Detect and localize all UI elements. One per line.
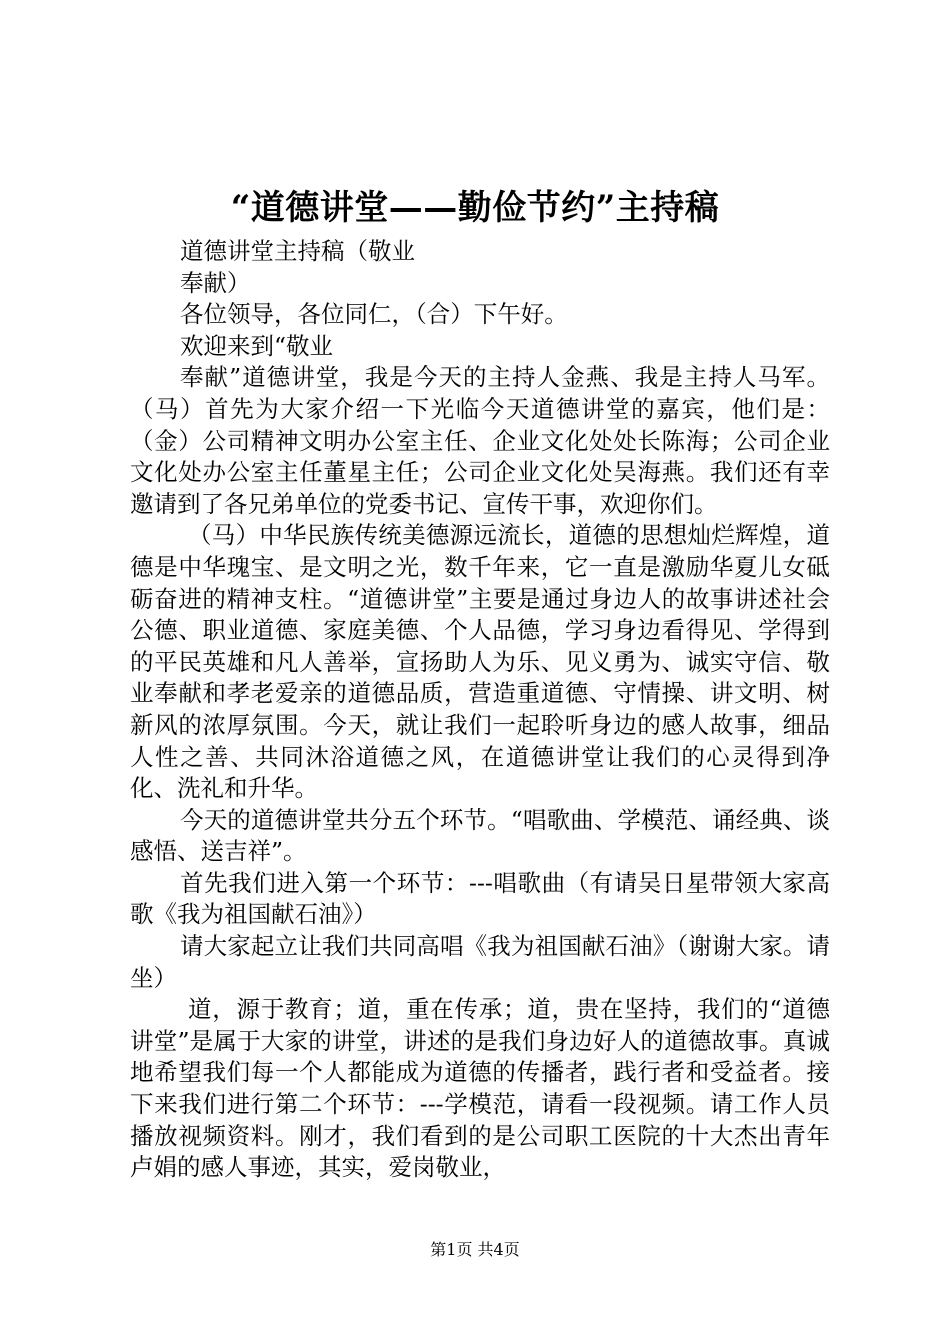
paragraph: 欢迎来到“敬业 xyxy=(180,331,334,360)
document-body xyxy=(130,236,830,1184)
paragraph: 首先我们进入第一个环节：---唱歌曲（有请吴日星带领大家高歌《我为祖国献石油》） xyxy=(130,868,830,929)
paragraph: （马）中华民族传统美德源远流长，道德的思想灿烂辉煌，道德是中华瑰宝、是文明之光，数千年来，它一直是激励华夏儿女砥砺奋进的精神支柱。“道德讲堂”主要是通过身边人的故事讲述社会公德、职业道德、家庭美德、个人品德，学习身边看得见、学得到的平民英雄和凡人善举，宣扬助人为乐、见义勇为、诚实守信、敬业奉献和孝老爱亲的道德品质，营造重道德、守情操、讲文明、树新风的浓厚氛围。今天，就让我们一起聆听身边的感人故事，细品人性之善、共同沐浴道德之风，在道德讲堂让我们的心灵得到净化、洗礼和升华。 xyxy=(130,521,830,803)
paragraph: 奉献”道德讲堂，我是今天的主持人金燕、我是主持人马军。（马）首先为大家介绍一下光临今天道德讲堂的嘉宾，他们是：（金）公司精神文明办公室主任、企业文化处处长陈海；公司企业文化处办公室主任董星主任；公司企业文化处吴海燕。我们还有幸邀请到了各兄弟单位的党委书记、宣传干事，欢迎你们。 xyxy=(130,363,830,518)
document-title: “道德讲堂——勤俭节约”主持稿 xyxy=(230,188,720,228)
paragraph: 道德讲堂主持稿（敬业 xyxy=(180,237,415,265)
paragraph: 奉献） xyxy=(180,268,251,297)
page-number-footer: 第1页 共4页 xyxy=(430,1240,520,1259)
paragraph: 请大家起立让我们共同高唱《我为祖国献石油》（谢谢大家。请坐） xyxy=(130,932,830,992)
paragraph: 今天的道德讲堂共分五个环节。“唱歌曲、学模范、诵经典、谈感悟、送吉祥”。 xyxy=(130,805,830,866)
paragraph: 道，源于教育；道，重在传承；道，贵在坚持，我们的“道德讲堂”是属于大家的讲堂，讲述的是我们身边好人的道德故事。真诚地希望我们每一个人都能成为道德的传播者，践行者和受益者。接下来我们进行第二个环节：---学模范，请看一段视频。请工作人员播放视频资料。刚才，我们看到的是公司职工医院的十大杰出青年卢娟的感人事迹，其实，爱岗敬业， xyxy=(130,995,830,1182)
paragraph: 各位领导，各位同仁，（合）下午好。 xyxy=(180,300,568,329)
